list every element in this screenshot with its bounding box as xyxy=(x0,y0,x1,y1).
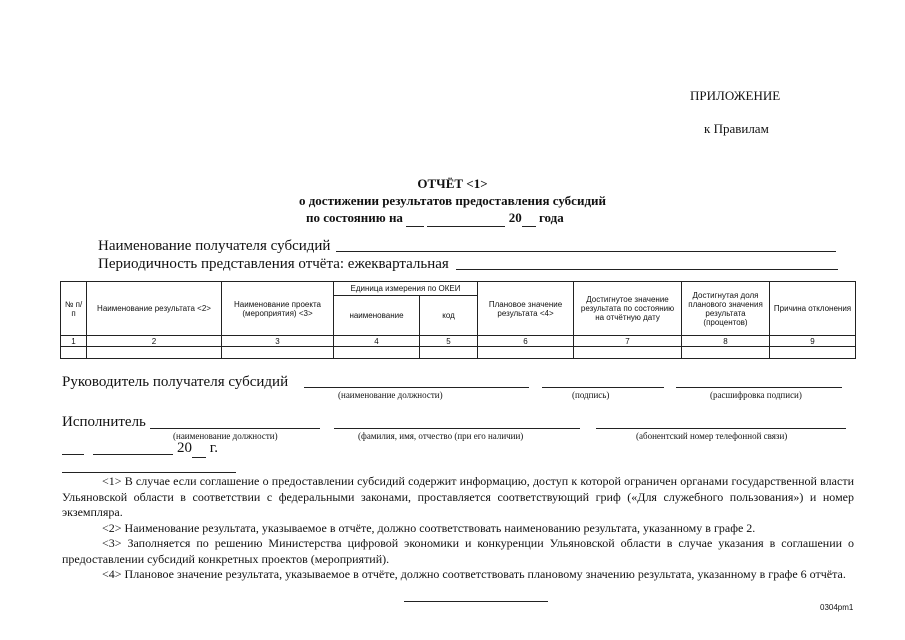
table-cell[interactable] xyxy=(87,347,222,359)
col-number: 5 xyxy=(420,336,478,347)
exec-date-year xyxy=(177,440,218,458)
executor-label: Исполнитель xyxy=(62,414,146,430)
date-year-prefix: 20 xyxy=(508,210,522,225)
col-number: 7 xyxy=(574,336,682,347)
head-sign-caption: (подпись) xyxy=(572,390,610,400)
col-number: 1 xyxy=(61,336,87,347)
col-number: 9 xyxy=(770,336,856,347)
header-okei-code: код xyxy=(420,296,478,336)
exec-date-month-field[interactable] xyxy=(93,454,173,455)
footnote-separator xyxy=(62,472,236,473)
col-number: 3 xyxy=(222,336,334,347)
exec-date-suffix: г. xyxy=(209,440,218,456)
footnote-1: <1> В случае если соглашение о предоставлении субсидий содержит информацию, доступ к которой ограничен органами государственной власти Ульяновской области в соответствии с федеральными законами, проставляется соответствующий гриф («Для служебного пользования») и номер экземпляра. xyxy=(62,474,854,519)
header-share: Достигнутая доля планового значения результата (процентов) xyxy=(682,282,770,336)
exec-fio-field[interactable] xyxy=(334,428,580,429)
table-cell[interactable] xyxy=(770,347,856,359)
table-cell[interactable] xyxy=(574,347,682,359)
exec-position-caption: (наименование должности) xyxy=(173,431,278,441)
report-subtitle: о достижении результатов предоставления субсидий xyxy=(298,193,607,208)
head-label: Руководитель получателя субсидий xyxy=(62,374,289,390)
date-suffix: года xyxy=(538,210,564,225)
exec-position-field[interactable] xyxy=(150,428,320,429)
header-num: № п/п xyxy=(61,282,87,336)
recipient-label: Наименование получателя субсидий xyxy=(98,238,331,254)
table-cell[interactable] xyxy=(222,347,334,359)
appendix-title: ПРИЛОЖЕНИЕ xyxy=(690,88,781,103)
report-title: ОТЧЁТ <1> xyxy=(417,176,488,191)
header-project-name: Наименование проекта (мероприятия) <3> xyxy=(222,282,334,336)
exec-date-year-prefix: 20 xyxy=(177,440,192,456)
recipient-field[interactable] xyxy=(336,251,836,252)
periodicity-field[interactable] xyxy=(456,269,838,270)
col-number: 8 xyxy=(682,336,770,347)
col-number: 2 xyxy=(87,336,222,347)
head-position-caption: (наименование должности) xyxy=(338,390,443,400)
head-position-field[interactable] xyxy=(304,387,529,388)
col-number: 6 xyxy=(478,336,574,347)
header-planned: Плановое значение результата <4> xyxy=(478,282,574,336)
header-reason: Причина отклонения xyxy=(770,282,856,336)
date-year-blank xyxy=(522,210,536,227)
bottom-separator xyxy=(404,601,548,602)
table-cell[interactable] xyxy=(682,347,770,359)
periodicity-line xyxy=(98,256,449,273)
exec-date-year-blank xyxy=(192,440,206,458)
appendix-subtitle: к Правилам xyxy=(704,121,769,136)
exec-date-day-field[interactable] xyxy=(62,454,84,455)
header-okei-name: наименование xyxy=(334,296,420,336)
table-cell[interactable] xyxy=(61,347,87,359)
table-cell[interactable] xyxy=(334,347,420,359)
exec-phone-field[interactable] xyxy=(596,428,846,429)
doc-code: 0304pm1 xyxy=(820,603,854,612)
table-cell[interactable] xyxy=(478,347,574,359)
table-cell[interactable] xyxy=(420,347,478,359)
footnote-4: <4> Плановое значение результата, указываемое в отчёте, должно соответствовать плановому значению результата, указанному в графе 6 отчёта. xyxy=(102,567,846,581)
footnotes xyxy=(62,474,854,583)
periodicity-value: ежеквартальная xyxy=(347,256,449,272)
footnote-3: <3> Заполняется по решению Министерства цифровой экономики и конкуренции Ульяновской области в случае указания в соглашении о предоставлении субсидий конкретных проектов (мероприятий). xyxy=(62,536,854,566)
head-decode-caption: (расшифровка подписи) xyxy=(710,390,802,400)
header-okei: Единица измерения по ОКЕИ xyxy=(334,282,478,296)
head-decode-field[interactable] xyxy=(676,387,842,388)
header-achieved: Достигнутое значение результата по состоянию на отчётную дату xyxy=(574,282,682,336)
footnote-2: <2> Наименование результата, указываемое в отчёте, должно соответствовать наименованию результата, указанному в графе 2. xyxy=(102,520,756,535)
report-table xyxy=(60,281,856,359)
header-result-name: Наименование результата <2> xyxy=(87,282,222,336)
exec-fio-caption: (фамилия, имя, отчество (при его наличии) xyxy=(358,431,524,441)
periodicity-label: Периодичность представления отчёта: xyxy=(98,256,345,272)
col-number: 4 xyxy=(334,336,420,347)
report-date-line xyxy=(306,210,564,227)
date-prefix: по состоянию на xyxy=(306,210,403,225)
head-sign-field[interactable] xyxy=(542,387,664,388)
exec-phone-caption: (абонентский номер телефонной связи) xyxy=(636,431,788,441)
date-month-blank xyxy=(427,210,505,227)
date-day-blank xyxy=(406,210,424,227)
